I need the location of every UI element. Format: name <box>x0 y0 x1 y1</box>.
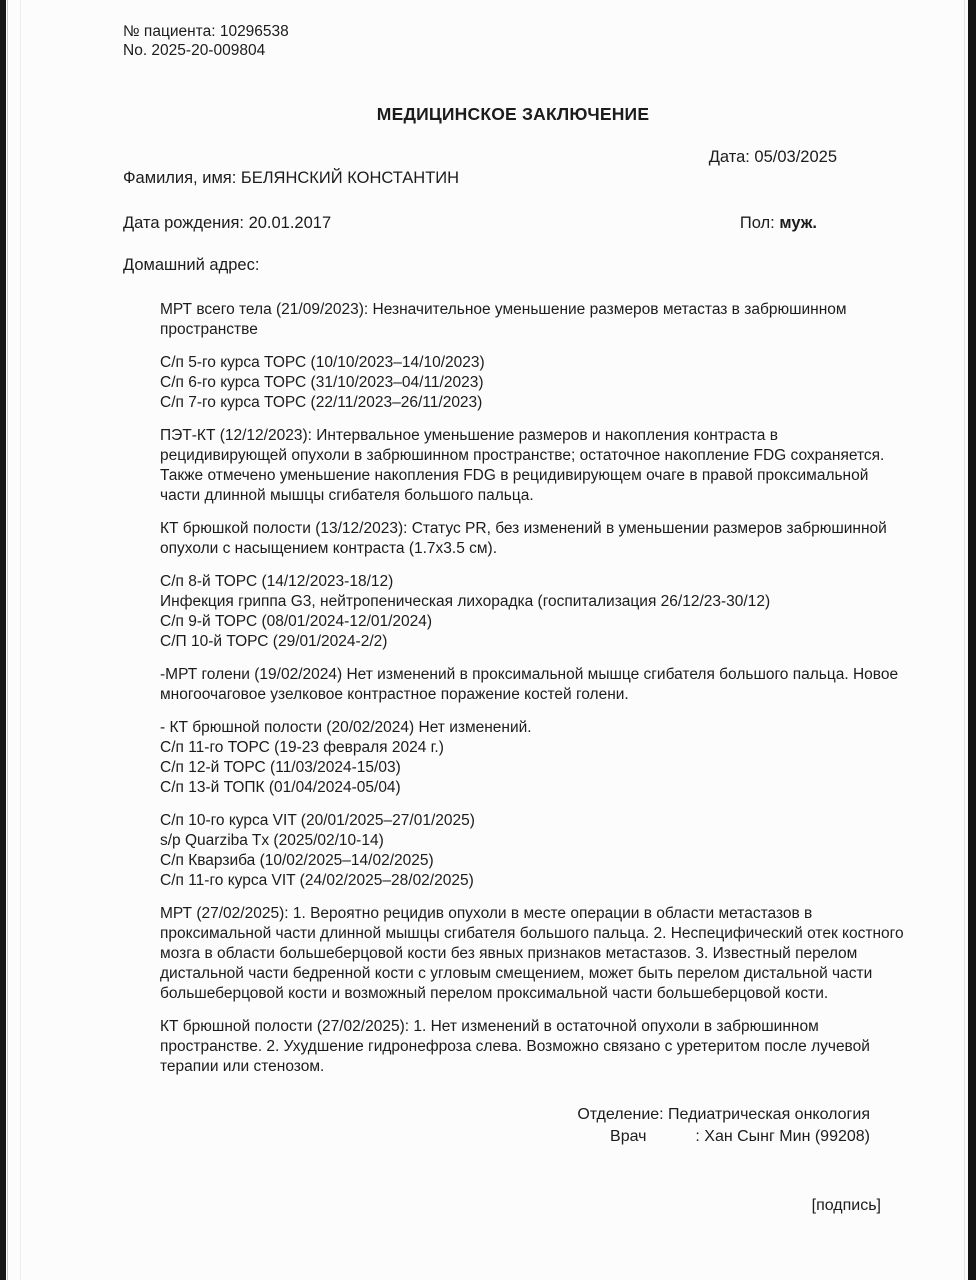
body-line: Инфекция гриппа G3, нейтропеническая лихорадка (госпитализация 26/12/23-30/12) <box>160 593 771 610</box>
page-edge-left <box>0 0 6 1280</box>
body-paragraph <box>160 426 905 506</box>
report-footer <box>123 1104 903 1148</box>
body-line: С/п 11-го ТОРС (19-23 февраля 2024 г.) <box>160 739 444 756</box>
body-paragraph <box>160 519 905 559</box>
body-paragraph <box>160 718 905 798</box>
body-paragraph <box>160 572 905 652</box>
document-number: No. 2025-20-009804 <box>123 42 266 59</box>
birth-sex-row <box>123 213 903 233</box>
home-address-label: Домашний адрес: <box>123 256 260 274</box>
page-fold-shadow-left <box>20 0 21 1280</box>
body-line: МРТ (27/02/2025): 1. Вероятно рецидив опухоли в месте операции в области метастазов в проксимальной части длинной мышцы сгибателя большого пальца. 2. Неспецифический отек костного мозга в области большеберцовой кости без явных признаков метастазов. 3. Известный перелом дистальной части бедренной кости с угловым смещением, может быть перелом дистальной части большеберцовой кости и возможный перелом проксимальной части большеберцовой кости. <box>160 905 904 1002</box>
sex-label: Пол: <box>739 214 775 232</box>
body-paragraph <box>160 300 905 340</box>
department-line: Отделение: Педиатрическая онкология <box>577 1106 870 1123</box>
body-line: С/п 6-го курса ТОРС (31/10/2023–04/11/2023) <box>160 374 484 391</box>
patient-name: Фамилия, имя: БЕЛЯНСКИЙ КОНСТАНТИН <box>123 169 460 187</box>
body-line: - КТ брюшной полости (20/02/2024) Нет изменений. <box>160 719 532 736</box>
page-edge-right <box>968 0 976 1280</box>
report-date: Дата: 05/03/2025 <box>708 148 837 166</box>
body-line: КТ брюшной полости (27/02/2025): 1. Нет изменений в остаточной опухоли в забрюшинном пространстве. 2. Ухудшение гидронефроза слева. Возможно связано с уретеритом после лучевой терапии или стенозом. <box>160 1018 870 1075</box>
body-line: С/п 9-й ТОРС (08/01/2024-12/01/2024) <box>160 613 433 630</box>
patient-number: № пациента: 10296538 <box>123 23 289 40</box>
page-edge-left-highlight <box>7 0 8 1280</box>
body-line: С/п 11-го курса VIT (24/02/2025–28/02/2025) <box>160 872 474 889</box>
body-line: С/п 12-й ТОРС (11/03/2024-15/03) <box>160 759 401 776</box>
document-identifiers <box>123 0 903 60</box>
body-line: С/п 13-й ТОПК (01/04/2024-05/04) <box>160 779 401 796</box>
body-paragraph <box>160 1017 905 1077</box>
document-content <box>123 0 903 1216</box>
document-title: МЕДИЦИНСКОЕ ЗАКЛЮЧЕНИЕ <box>376 104 650 124</box>
body-line: s/p Quarziba Tx (2025/02/10-14) <box>160 832 384 849</box>
doctor-line: Врач : Хан Сынг Мин (99208) <box>610 1128 870 1145</box>
body-line: ПЭТ-КТ (12/12/2023): Интервальное уменьшение размеров и накопления контраста в рецидивирующей опухоли в забрюшинном пространстве; остаточное накопление FDG сохраняется. Также отмечено уменьшение накопления FDG в рецидивирующем очаге в правой проксимальной части длинной мышцы сгибателя большого пальца. <box>160 427 885 504</box>
page-fold-shadow-right <box>964 0 965 1280</box>
body-paragraph <box>160 665 905 705</box>
body-line: С/п 10-го курса VIT (20/01/2025–27/01/2025) <box>160 812 475 829</box>
body-paragraph <box>160 353 905 413</box>
medical-history-body <box>160 300 905 1077</box>
body-line: С/п Кварзиба (10/02/2025–14/02/2025) <box>160 852 434 869</box>
body-paragraph <box>160 811 905 891</box>
signature-placeholder: [подпись] <box>811 1197 881 1214</box>
body-line: -МРТ голени (19/02/2024) Нет изменений в проксимальной мышце сгибателя большого пальца. Новое многоочаговое узелковое контрастное поражение костей голени. <box>160 666 899 703</box>
body-line: С/п 5-го курса ТОРС (10/10/2023–14/10/2023) <box>160 354 485 371</box>
body-line: МРТ всего тела (21/09/2023): Незначительное уменьшение размеров метастаз в забрюшинном пространстве <box>160 301 847 338</box>
body-line: С/п 7-го курса ТОРС (22/11/2023–26/11/2023) <box>160 394 483 411</box>
body-line: С/п 8-й ТОРС (14/12/2023-18/12) <box>160 573 394 590</box>
birth-date: Дата рождения: 20.01.2017 <box>123 214 332 232</box>
sex-value: муж. <box>774 214 817 232</box>
body-paragraph <box>160 904 905 1004</box>
body-line: КТ брюшкой полости (13/12/2023): Статус PR, без изменений в уменьшении размеров забрюшинной опухоли с насыщением контраста (1.7х3.5 см). <box>160 520 887 557</box>
sex-field <box>740 213 817 233</box>
body-line: С/П 10-й ТОРС (29/01/2024-2/2) <box>160 633 388 650</box>
